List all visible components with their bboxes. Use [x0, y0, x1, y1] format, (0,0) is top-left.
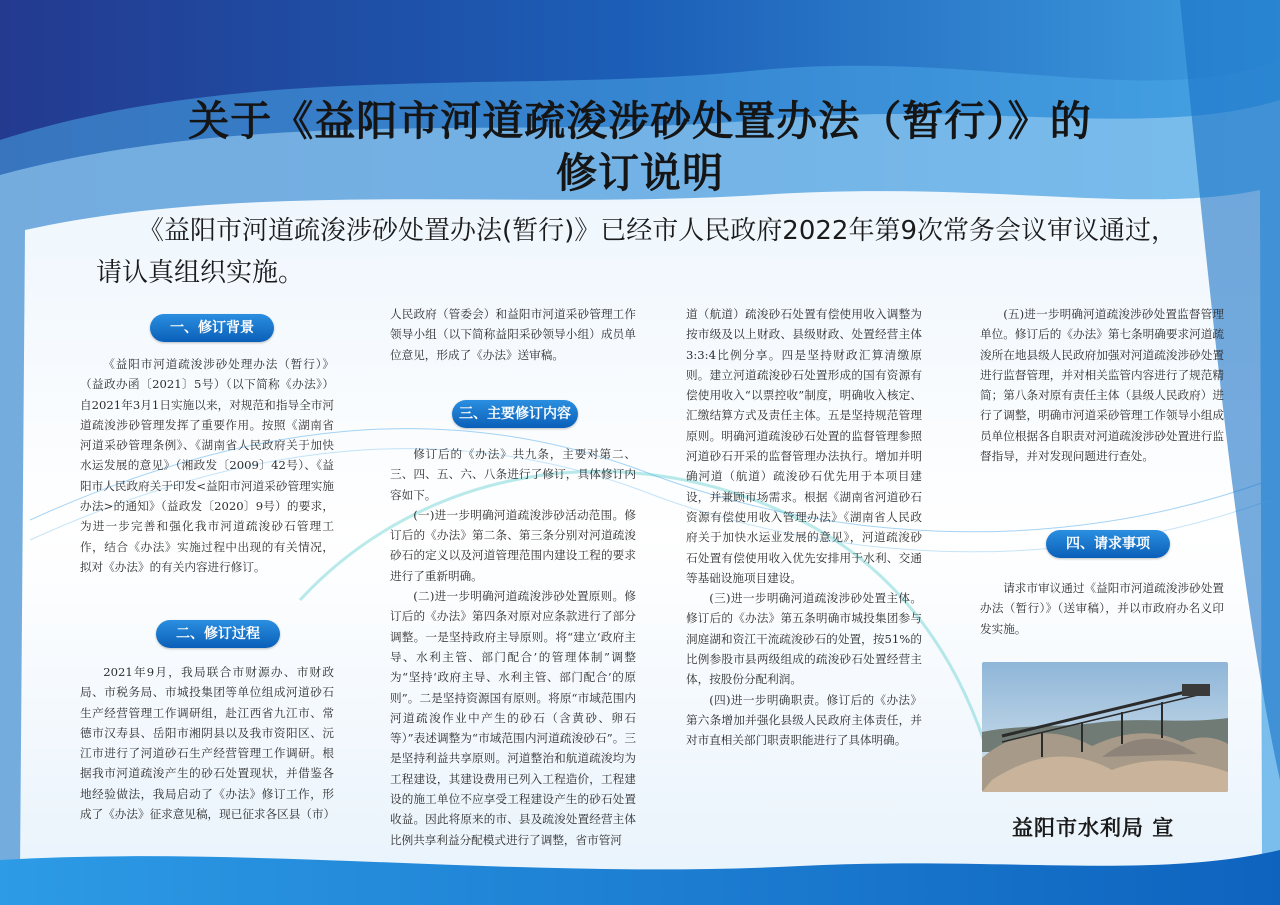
section-heading-request: 四、请求事项 — [1046, 530, 1170, 558]
section-heading-process: 二、修订过程 — [156, 620, 280, 648]
changes-paragraph-2: (二)进一步明确河道疏浚涉砂处置原则。修订后的《办法》第四条对原对应条款进行了部分调整。一是坚持政府主导原则。将“建立‘政府主导、水利主管、部门配合’的管理体制”调整为“坚持‘政府主导、水利主管、部门配合’的原则”。二是坚持资源国有原则。将原“市域范围内河道疏浚作业中产生的砂石（含黄砂、卵石等）”表述调整为“市域范围内河道疏浚砂石”。三是坚持利益共享原则。河道整治和航道疏浚均为工程建设，其建设费用已列入工程造价，工程建设的施工单位不应享受工程建设产生的砂石处置收益。因此将原来的市、县及疏浚处置经营主体比例共享利益分配模式进行了调整，省市管河 — [390, 589, 636, 847]
section-changes-col3 — [686, 304, 922, 751]
request-paragraph: 请求市审议通过《益阳市河道疏浚涉砂处置办法（暂行）》（送审稿），并以市政府办名义印发实施。 — [980, 581, 1224, 636]
section-process-body — [80, 662, 334, 824]
section-background-body — [80, 354, 334, 577]
issuer-signature: 益阳市水利局 宣 — [1012, 815, 1175, 840]
changes-paragraph-1: (一)进一步明确河道疏浚涉砂活动范围。修订后的《办法》第二条、第三条分别对河道疏浚砂石的定义以及河道管理范围内建设工程的要求进行了重新明确。 — [390, 507, 636, 583]
page-title-line2: 修订说明 — [556, 149, 724, 197]
section-heading-background: 一、修订背景 — [150, 314, 274, 342]
sand-conveyor-photo — [982, 662, 1228, 792]
changes-paragraph-2-continued: 道（航道）疏浚砂石处置有偿使用收入调整为按市级及以上财政、县级财政、处置经营主体3:3:4比例分享。四是坚持财政汇算清缴原则。建立河道疏浚砂石处置形成的国有资源有偿使用收入“以票控收”制度，明确收入核定、汇缴结算方式及责任主体。五是坚持规范管理原则。明确河道疏浚砂石处置的监督管理参照河道砂石开采的监督管理办法执行。增加并明确河道（航道）疏浚砂石优先用于本项目建设，并兼顾市场需求。根据《湖南省河道砂石资源有偿使用收入管理办法》《湖南省人民政府关于加快水运业发展的意见》，河道疏浚砂石处置有偿使用收入优先安排用于水利、交通等基础设施项目建设。 — [686, 307, 922, 585]
changes-paragraph-4: (四)进一步明确职责。修订后的《办法》第六条增加并强化县级人民政府主体责任，并对市直相关部门职责职能进行了具体明确。 — [686, 692, 922, 748]
section-process-paragraph: 2021年9月，我局联合市财源办、市财政局、市税务局、市城投集团等单位组成河道砂石生产经营管理工作调研组，赴江西省九江市、常德市汉寿县、岳阳市湘阴县以及我市资阳区、沅江市进行了河道砂石生产经营管理工作调研。根据我市河道疏浚产生的砂石处置现状，并借鉴各地经验做法，我局启动了《办法》修订工作，形成了《办法》征求意见稿，现已征求各区县（市） — [80, 665, 336, 822]
changes-paragraph-5: (五)进一步明确河道疏浚涉砂处置监督管理单位。修订后的《办法》第七条明确要求河道疏浚所在地县级人民政府加强对河道疏浚涉砂处置进行监督管理，并对相关监管内容进行了规范精简；第八条对原有责任主体（县级人民政府）进行了调整，明确市河道采砂管理工作领导小组成员单位根据各自职责对河道疏浚涉砂处置进行监督指导，并对发现问题进行查处。 — [980, 307, 1224, 464]
section-process-continued-paragraph: 人民政府（管委会）和益阳市河道采砂管理工作领导小组（以下简称益阳采砂领导小组）成员单位意见，形成了《办法》送审稿。 — [390, 307, 636, 362]
section-changes-col4 — [980, 304, 1224, 466]
changes-paragraph-3: (三)进一步明确河道疏浚涉砂处置主体。修订后的《办法》第五条明确市城投集团参与洞庭湖和资江干流疏浚砂石的处置，按51%的比例参股市县两级组成的疏浚砂石处置经营主体，按股份分配利润。 — [686, 591, 922, 687]
section-request-body — [980, 578, 1224, 639]
changes-paragraph-intro: 修订后的《办法》共九条，主要对第二、三、四、五、六、八条进行了修订，具体修订内容如下。 — [390, 447, 636, 502]
section-process-continued — [390, 304, 636, 365]
section-heading-main-changes: 三、主要修订内容 — [452, 400, 578, 428]
section-background-paragraph: 《益阳市河道疏浚涉砂处理办法（暂行）》（益政办函〔2021〕5号）（以下简称《办法》）自2021年3月1日实施以来，对规范和指导全市河道疏浚涉砂管理发挥了重要作用。按照《湖南省河道采砂管理条例》、《湖南省人民政府关于加快水运发展的意见》（湘政发〔2009〕42号）、《益阳市人民政府关于印发<益阳市河道采砂管理实施办法>的通知》（益政发〔2020〕9号）的要求，为进一步完善和强化我市河道疏浚砂石管理工作，结合《办法》实施过程中出现的有关情况，拟对《办法》的有关内容进行修订。 — [80, 357, 334, 574]
page-title-line1: 关于《益阳市河道疏浚涉砂处置办法（暂行）》的 — [188, 97, 1092, 145]
intro-paragraph: 《益阳市河道疏浚涉砂处置办法(暂行)》已经市人民政府2022年第9次常务会议审议通过，请认真组织实施。 — [96, 216, 1177, 288]
section-changes-body — [390, 444, 636, 850]
